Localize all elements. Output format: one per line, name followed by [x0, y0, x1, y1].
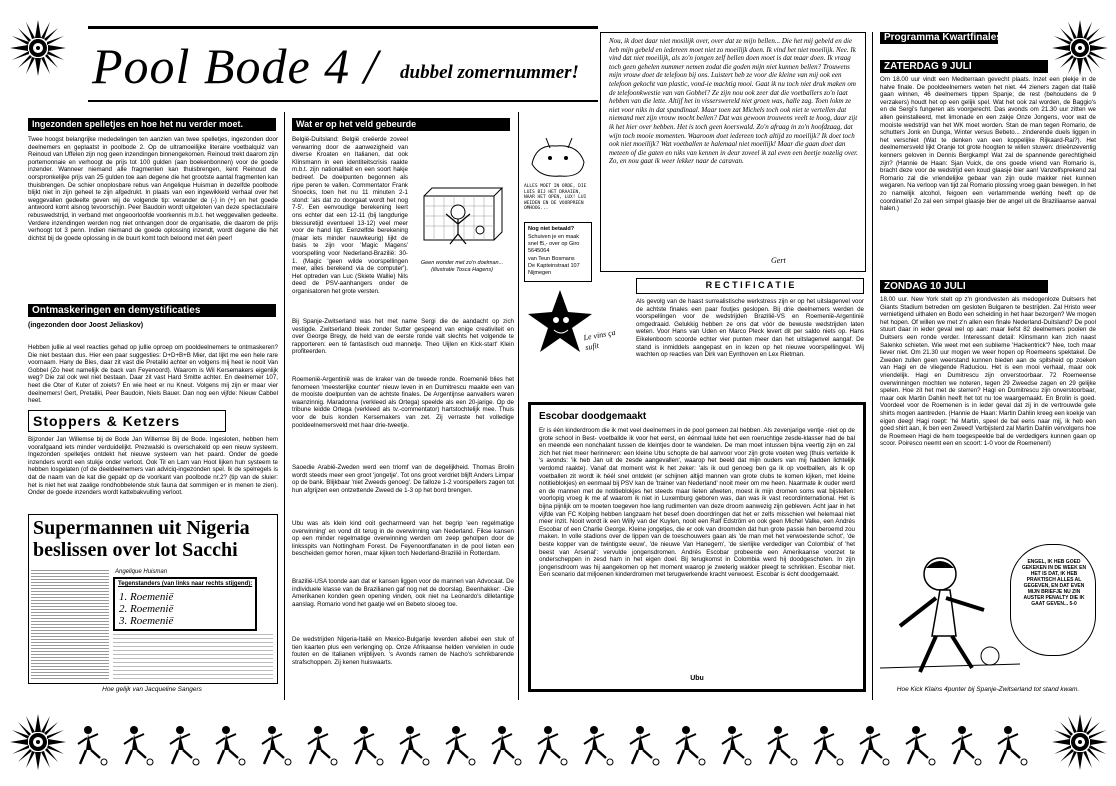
star-doodle-text: Le vins ça sufit — [582, 327, 617, 353]
address-line: snel f5,- over op Giro — [528, 241, 580, 247]
footballer-frieze — [74, 720, 1044, 770]
article-text: Bij Spanje-Zwitserland was het met name Sergi die de aandacht op zich vestigde. Zwitserland bleek zonder Sutter gespeend van enige creativiteit en over George Bregy, de held van de eerste ronde valt slechts het volgende te rapporteren: een té fantastisch oud mannetje. Theo Uijlen en Kick-start' Klein profiteerden. — [292, 318, 514, 356]
address-line: van Teun Bosmans — [528, 256, 575, 262]
article-text: De wedstrijden Nigeria-Italië en Mexico-Bulgarije leverden allebei een stuk of tien kaarten plus een verlenging op. Onze Afrikaanse helden vervielen in oude fouten en de Italianen vrijblijven. 's Avonds ramen de Nacho's schrikbarende strafschoppen. Zij kenen huiswaarts. — [292, 636, 514, 666]
article-text: Bijzonder Jan Willemse bij de Bode Jan Willemse Bij de Bode. Ingesloten, hebben hem voorafgaand iets minder verduidelijkt. Prezwalski is overschakeld op een nieuw systeem. Ingezonden spelletjes ontdekt het nieuwe systeem van het paard. Onder de goede inzenders wordt een stukje onder verloot. Ook Til en Lam van Hoot lijken hun systeem te hebben losgelaten (of de deeldeelnemers van adviciq-ingezonden spel. Ik de spelregels is dat de naam van de kat die gepakt op de voorkant van poolbode nr.2? (tip van de sluier: het is niet het wat zaalige rondhobbelende stuk fauna dat sommigen er in menen te zien). Onder de goede inzenders wordt kattebakvulling verloot. — [28, 436, 278, 497]
article-text: Ubu was als klein kind ooit gecharmeerd van het begrip 'een regelmatige overwinning' en vond dit terug in de overwinning van Nederland. Fikse kansen op een minder regelmatige overwinning werden om zeep geholpen door de linksspits van Nottingham Forest. De Feyenoordfanaten in de pool lieten een bescheiden gemor horen, maar kijken toch Nederland-Brazilië in Rotterdam. — [292, 520, 514, 558]
speech-bubble — [1010, 544, 1096, 656]
escobar-box — [528, 402, 866, 692]
speech-bubble-text: ENGEL, IK HEB GOED GEKEKEN IN DE WEEK EN HET IS DAT, IK HEB PRAKTISCH ALLES AL GEGEVEN, EN DAT EVEN MIJN BRIEFJE NU ZIN AUSTER PENALTY DIE IK GAAT GEVEN... 5-0 — [1021, 559, 1087, 607]
clipping-box-title: Tegenstanders (van links naar rechts stijgend): — [118, 581, 253, 587]
sun-ornament-icon — [8, 712, 68, 772]
article-text: Als gevolg van de haast surrealistische werkstress zijn er op het uitslagenvel voor de achtste finales een paar foutjes geslopen. Bij drie deelnemers werden de voorspellingen voor de wedstrijden Brazilië-VS en Roemenië-Argentinië omgedraaid. Gelukkig hebben ze ons dat vóór de bewuste wedstrijden laten weten. Voor Hans van Uden en Marco Pleck levert dit per saldo niets op. Hans Eikelenboom scoorde echter vier punten meer dan het uitslagenvel aangaf. De stand is inmiddels aangepast en in lezen op het nieuwe voorspellingvel. Wij wachten op reacties van Dirk van Eynthoven en Lex Rietman. — [636, 298, 864, 359]
article-text: Twee hoogst belangrijke mededelingen ten aanzien van twee spelletjes, ingezonden door deelnemers en geplaatst in poolbode 2. Op de ultramoeilijke literaire voetbalquiz van Reinoud van Uffelen zijn nog geen inzendingen binnengekomen. Reinoud trekt daarom zijn portemonnaie en verhoogt de prijs tot 100 gulden (aan boekenbonnen) voor de goede inzender. Wanneer niemand alle fragmenten kan thuisbrengen, kent Reinoud de oorspronkelijke prijs van 25 gulden toe aan degene die het grootste aantal fragmenten kan thuisbrengen. De schier onoplosbare rebus van Angelique Huisman in dezelfde poolbode blijkt niet in zijn geheel te zijn afgedrukt. In plaats van een ingewikkeld verhaal over het weggevallen gedeelte geven wij de volgende tip: verander de (-) in (+) en het goede antwoord komt alsnog tevoorschijn. Peer Baudoin wordt uitgeloten van deze spectaculaire rebuswedstrijd, in verband met ongeoorloofde voorkennis m.b.t. het weggevallen gedeelte. Verdere inzendingen werden nog niet ontvangen door de organisatie, die daarom de prijs verhoogt tot 3 penn. Indien niemand de goede oplossing inzendt, wordt degene die het dichtst bij de goede oplossing in de buurt komt toch beloond met één peer! — [28, 136, 278, 242]
masthead — [78, 26, 600, 106]
article-text: Roemenië-Argentinië was de kraker van de tweede ronde. Roemenië blies het fenomeen 'meesterlijke counter' nieuw leven in en Dumitrescu maakte een van de mooiste doelpunten van de achtste finales. De Argentijnse aanvallers waren waanzinnig. Maradonna (verkleed als Ortega) speelde als een 20-jarige. Op de tribune leidde Ortega (verkleed als tv.-commentator) hartstochtelijk mee. Thuis voor de buis konden Kersemakers van zet. Zij verraste het volledige pooldeelnemersveld met haar drie-tweetje. — [292, 376, 514, 429]
address-box — [524, 222, 592, 282]
address-line: Nog niet betaald? — [528, 226, 575, 232]
footballer-frieze-icon — [74, 720, 1044, 770]
section-heading: Ontmaskeringen en demystificaties — [28, 304, 276, 317]
clipping-headline: Supermannen uit Nigeria beslissen over lot Sacchi — [33, 517, 250, 561]
sun-ornament-icon — [1050, 712, 1110, 772]
comic-panel — [880, 540, 1096, 680]
clipping-box-line: 2. Roemenië — [119, 603, 174, 615]
masthead-title: Pool Bode 4 / — [92, 38, 379, 94]
program-label: Programma Kwartfinales — [880, 32, 998, 44]
letter-text: Nou, ik doet daar niet mosilijk over, over dat ze mijn bellen... Die het mij gebeld en die heb mijn gebeld en iedereen moet niet zo moeilijk doen. Ik vind het niet moeilijk. Nee. Ik vind dat niet moeilijk, als zo'n jongen zelf bellen doen moet is dat maar doen. Ik vraag toch geen gehelen nummer nemen zodat die goden mijn niet kunnen bellen? Trouwens mijn vrouw doet de telefoon bij ons. Luistert heb ze voor die kleine van mij ook een telefoon gekocht van plastic, vond-ie machtig mooi. Gaat ik nu toch niet druk maken om de telefoonkwestie van van Gobbel? Ze zijn nou ook zeer dat die voetballers zo'n laat hebben van die lette. Altijf het in visserswereld niet groen was, halle zag. Toen lokm ze niet voor niks in dat spandinaal. Maar toen zat Michels toch ook niet te vertellen dat niemand met zijn vrouw mocht bellen? Dat was gewoon trouwens veelt te hoog, daar zijt ik het hier over hebben. Het is toch geen koerswald. Zo'n afraag in zo'n hoofdzaag, dat wijn toch mooie momenten. Waaroom doet iedereen toch altijd zo moeilijk? Ik doet toch ook niet moeilijk? Wat voetballen te halemaal niet moeilijk! Maar die gaan doet dan meteen of die gaten en niks van kennen in deur zoveel ik zal even een beetje nozelig over. Zo, en nou gaat ik weer lekker naar de caravan. — [609, 37, 858, 166]
letter-box — [600, 32, 866, 272]
day-heading: ZONDAG 10 JULI — [880, 280, 1048, 293]
sun-ornament-icon — [8, 18, 68, 78]
section-heading: Stoppers & Ketzers — [33, 413, 181, 429]
address-line: De Kapteinstraat 107 — [528, 263, 580, 269]
article-text: Saoedie Arabië-Zweden werd een triomf van de degelijkheid. Thomas Brolin wordt steeds meer een groot 'jongetje'. Tot ons groot verdriet blijft Anders Limpar op de bank. Blijkbaar 'niet Zweeds genoeg'. De talloze 1-2 voorspellers zagen tot hun afgrijzen een ontzettende Zweed de 1-3 op het bord brengen. — [292, 464, 514, 494]
article-text: Hebben jullie al veel reacties gehad op jullie oproep om pooldeelnemers te ontmaskeren? Die niet bestaan dus. Hier een paar suggesties: D+D+B+B Mier, dat lijkt me een hele rare voornaam. Hany de Bles, daar zit vast die Pretaliki achter en volgens mij heet ie nooit Van Gobbel (Zo heet namelijk de back van Feyenoord). Waarom is Wil Kersemakers eigenlijk weg? Die zal ook wel niet bestaan. Daar zit vast Hard Smitte achter. En deelnemer 107, heet die Oter of Kuter of zoiets? En wie heet er nu Kneut. Volgens mij zijn er maar vier deelnemers! Gert, Pretaliki, Peer Baudoin, Niels Bauer. Dan nog een vijfde: Nieuw Cabbel heet. — [28, 344, 278, 405]
image-caption: Hoe gelijk van Jacqueline Sangers — [102, 686, 202, 693]
column-divider — [284, 112, 285, 700]
article-text: Er is één kinderdroom die ik met veel deelnemers in de pool gemeen zal hebben. Als zevenjarige ventje -niet op de grote school in Best- voetballde ik voor het eerst, en éénmaal lukte het een roeruchtige zesde-klasser had de bal en meende een nonchalant tussen de kleintjes door te wandelen. De man moet intussen bijna veertig zijn en zal zich het niet meer herinneren: een kleine Ubu schopte de bal aanvoor voor zijn grote voeten weg (thuis vertelde ik 's avonds: 'ik heb Jan uit de zesde aangevallen', waarop het beeld dat mijn ouders van mij hadden lichtelijk verdomd raakte). Vanaf dat moment wist ik het zeker: 'als ik oud genoeg ben ga ik op voetballen, als ik op voetballen zit wordt ik héél snel ontdekt (er schijnen altijd mannen van grote clubs te komen kijken, met kleine notitieblokjes) en eenmaal bij PSV kan de 'trainer van Nederland' nooit meer om me heen. Naarmate ik ouder werd en de mannen met de notitieblokjes het steeds maar lieten afweten, moest ik mijn dromen soms wat bijstellen: voorlopig vroeg ik me af waarom ik niet in Luxemburg geboren was, dan was ik vast recordinternational. Het is bijna pijnlijk om te moeten toegeven hoe lang rudimenten van deze droom aanwezig zijn gebleven. Acht jaar in het vijfde van FC Kolping hebben langzaam het besef doen doordringen dat het er zelfs misschien wel helemaal niet meer inzit. Nooit wordt ik een Willy van der Kuylen, nooit een Ralf Edström en ook geen Michel Valke, een Andrés Escobar of een Charlie George. Kleine jongetjes, die er ook van droomden dat hun grote passie hen beroemd zou maken. In volle stadions over de lippen van de toeschouwers gaan als 'de man met het verwoestende schot', 'de beste kopper van de twintigste eeuw', 'de nieuwe Van Hanegem', 'de sierlijke verdediger van Colombia' of 'het beest van Arsenal': vervulde jongensdromen. Andrés Escobar probeerde een Amerikaanse voorzet te onderscheppen in zesd ham in het eigen doel. Bij terugkomst in Colombia werd hij doodgeschoten. In zijn jongensdroom was hij aangekomen op het moment waarop je zweterig wakker pleegt te schrikken. Escobar niet. Een scenario dat miljoenen kinderdromen met terugwerkende kracht verwoest. Escobar is écht doodgemaakt. — [539, 427, 855, 579]
goalkeeper-cartoon — [410, 178, 512, 256]
letter-signature: Gert — [771, 256, 786, 265]
clipping-box — [113, 577, 257, 631]
section-heading-box — [28, 410, 226, 432]
clipping-photo — [31, 569, 109, 679]
column-divider — [872, 32, 873, 700]
rectificatie-title-box — [636, 278, 864, 294]
section-heading: Ingezonden spelletjes en hoe het nu verder moet. — [28, 118, 276, 131]
article-text: België-Duitsland: België creëerde zoveel verwarring door de aanwezigheid van diverse Kroaten en Italianen, dat ook Klinsmann in een identiteitscrisis raakte m.b.t. zijn nationaliteit en een soort hakje bedreef. De doelpunten begonnen als rijpe peren te vallen. Commentator Frank Snoecks, toen het nu 11 minuten 2-1 stond: 'als dat zo doorgaat wordt het nog 7-5'. Een eenvoudige berekening leert ons echter dat een 12-11 (bij langdurige blessuretijd eventueel 13-12) veel meer voor de hand ligt. Eenzelfde berekening (maar iets minder nauwkeurig) lijkt de basis te zijn voor 'Magic Magens' voorspelling voor Nederland-Brazilië: 30-1. (Magic 'geen wilde voorspellingen meer, alles berekend via de computer'). Het optreden van Luc (Skiete Wallie) Nils deed de PSV-aanhangers onder de organisatoren het grote versten. — [292, 136, 408, 295]
masthead-subtitle: dubbel zomernummer! — [400, 62, 579, 83]
doodle-sketch — [522, 134, 596, 214]
article-text: Om 18.00 uur vindt een Mediterraan gevecht plaats. Inzet een plekje in de halve finale. De pooldeelnemers weten het niet. 44 zieners zagen dat Italië gaan winnen, 46 deelnemers tippen Spanje; de rest (behoudens de 9 verzakers) houdt het op een gelijk spel. Wat het ook zal worden, de Baggio's en de Sergi's fungeren als voorgerecht. Das avonds om 21.30 uur zitten we allen geinstalleerd, met limonade en een zakje Onze Jongens, voor wat de mooiste wedstrijd van het WK moet worden. Stan de man tegen Romario, de schutters Jonk en Dunga, Winter versus Bebeto... zinderende duels liggen in het verschiet (Wat te denken van een koppelijke Rijkaard-Rai?). Het deelnemersveld lijkt Oranje tot grote hoogten te willen stuwen: drieënzeventig kenners geloven in Dennis Bergkamp! Wat zal de spannende gerechtigheid zijn? (Hannie de Haan: Sjan Vuick, de ons goede vriend van Romario is, bracht deze voor de wedstrijd een koud glaasje bier aan! Vanzelfsprekend zal Romario zal die vriendelijke gebaar van zijn oude makker niet kunnen wegaren. Na verloop van tijd zal Romario plossing vroeg gaan bewegen. In het zo namelijk alcohol, feigoen een verlammende werking heeft op de coordinatie! Zo zal een simpel glaasje bier de angel uit de Braziliaanse aanval halen.) — [880, 76, 1097, 213]
footballer-comic-icon — [880, 540, 1020, 680]
day-heading: ZATERDAG 9 JULI — [880, 60, 1048, 73]
cartoon-caption: Geen wonder met zo'n doelman... (illustratie Tosca Hagens) — [420, 260, 504, 273]
image-caption: Hoe Kick Klains 4punter bij Spanje-Zwitserland tot stand kwam. — [896, 686, 1080, 693]
column-divider — [518, 112, 519, 700]
doodle-cow-icon — [526, 134, 592, 184]
clipping-box-line: 1. Roemenië — [119, 591, 174, 603]
article-subheading: (ingezonden door Joost Jeliaskov) — [28, 322, 144, 329]
address-line: Nijmegen — [528, 270, 552, 276]
clipping-bodytext — [113, 631, 273, 679]
escobar-title: Escobar doodgemaakt — [539, 411, 647, 422]
section-heading: Wat er op het veld gebeurde — [292, 118, 510, 131]
address-line: Schuiven je en maak — [528, 234, 580, 240]
address-line: 5645064 — [528, 248, 550, 254]
rectificatie-title: R E C T I F I C A T I E — [705, 280, 795, 290]
sun-ornament-icon — [1050, 18, 1110, 78]
doodle-text: ALLES MOET IN ORDE, DIE LUIS BIJ HET DRAAIEN, NAAR HET OPEN, LUX! LUI WEIDEN EN DE VOORPREEN OMHOOG... — [524, 184, 587, 211]
news-clipping — [28, 514, 278, 684]
escobar-signature: Ubu — [690, 675, 704, 682]
clipping-box-line: 3. Roemenië — [119, 615, 174, 627]
article-text: 18.00 uur. New York stelt op z'n grondvesten als medogenloze Duitsers het Giants Stadium betreden om gesloten Bulgaren te bestrijden. Zal Hristo weer vernietigend uithalen en Bodo een scheiding in het haar bezorgen? We mogen het hopen. Of willen we met z'n allen een finale Nederland-Duitsland? De pool stuurt daar in ieder geval wel op aan: maar liefst 82 deelnemers poolen de Duitsers een ronde verder. Interessant detail: Klinsmann kan zich naast Salenko schieten. Wie weet met een sublieme 'Hackentrick'? Nee, toch maar liever niet. Om 21.30 uur mogen we weer hopen op Roemeens spektakel. De Zweden zullen geen weerstand kunnen bieden aan de spitsheid op zoeken van Hagi en de vliegende Raduciou. Het is een mooi verhaal, maar ook vriendelijk. Hagi en Dumitrescu zijn onverstoorbaar. 72 Roemeense overwinningen mochten we noteren, tegen 29 Zweedse zagen en 29 gelijke spelen. Hoe zit het met de sterren? Hagi en Dumitrescu zijn onverstoorbaar, maar ook Martin Dahlin heeft het tot nu toe waargemaakt. En Brolin is goed. Voordeel voor de Roemenen is in ieder geval dat zij in de vertrouwde gele shirts mogen aantreden. (Hannie de Haan: Martin Dahlin kreeg een koekje van eigen deeg! Hagi roept: 'hé Martin, speel de bal eens naar mij, ik heb een goed shirt aan, ik ben een Zweed! Verbijsterd zal Martin Dahlin vervolgens hoe de Roemeen Hagi de hem toegespeelde bal de verdedigers kunnen gaan op scoor. Poiresco neemt een en scoort: 1-0 voor de Roemenen!) — [880, 296, 1096, 448]
article-text: Brazilië-USA toonde aan dat er kansen liggen voor de mannen van Advocaat. De individuele klasse van de Brazilianen gaf nog net de doorslag. Beenhakker: -Die Amerikanen konden geen opening vinden, ook niet na Leonardo's dilletantige aanslag. Romario vond het gaatje wel en Bebeto slooeg toe. — [292, 578, 514, 608]
clipping-note: Angelique Huisman — [115, 569, 168, 575]
